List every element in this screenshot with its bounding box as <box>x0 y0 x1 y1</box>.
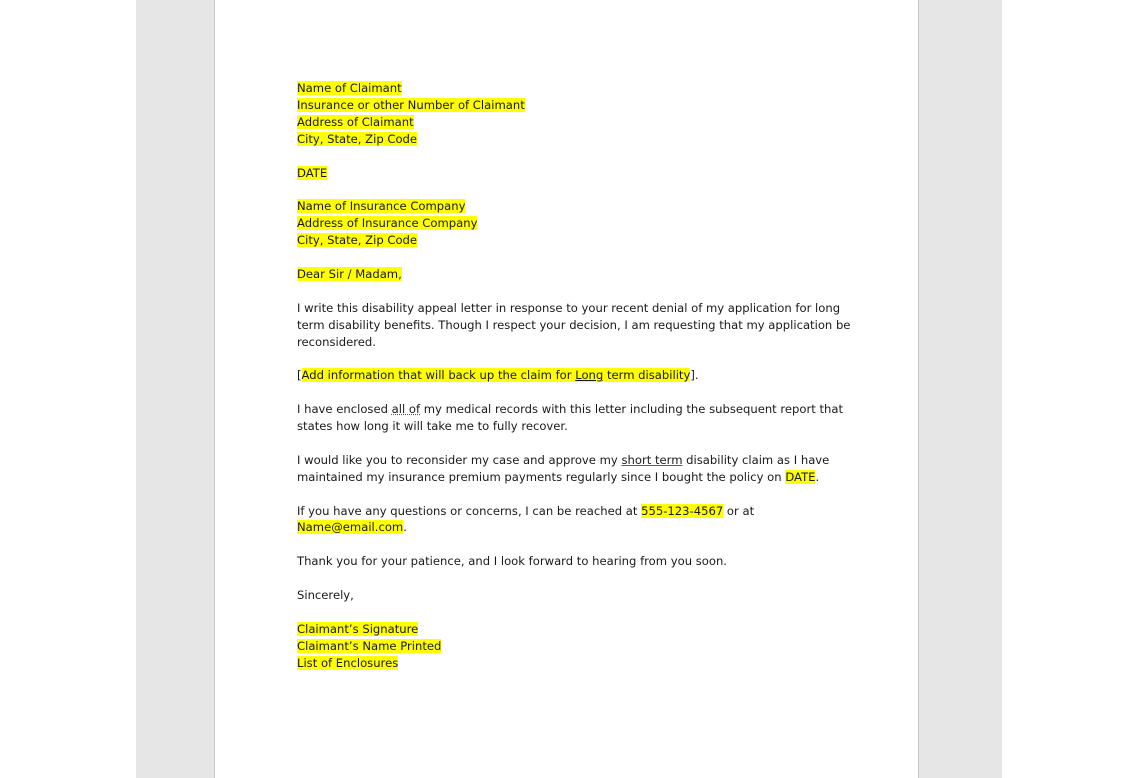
claimant-name-line <box>297 80 842 97</box>
paragraph-1-line-2: term disability benefits. Though I respect your decision, I am requesting that my application be <box>297 317 851 332</box>
letter-date: DATE <box>297 165 328 180</box>
placeholder-part-1: Add information that will back up the claim for <box>301 368 576 383</box>
claimant-address-line <box>297 114 842 131</box>
paragraph-5-text-2: or at <box>723 503 755 518</box>
document-page[interactable] <box>214 0 919 778</box>
letter-body[interactable] <box>297 80 851 672</box>
list-of-enclosures: List of Enclosures <box>297 655 399 670</box>
name-printed-line <box>297 638 842 655</box>
close-bracket: ]. <box>690 368 699 383</box>
paragraph-1-line-3: reconsidered. <box>297 334 376 349</box>
spacer <box>297 384 842 401</box>
paragraph-4-line-1 <box>297 452 842 469</box>
paragraph-4-text-2: disability claim as I have <box>682 452 830 467</box>
claimant-address: Address of Claimant <box>297 114 414 129</box>
spacer <box>297 283 842 300</box>
paragraph-3-line-1 <box>297 401 842 418</box>
claimant-city-line <box>297 131 842 148</box>
paragraph-5-line-1 <box>297 503 842 520</box>
paragraph-4-line-2 <box>297 469 842 486</box>
company-city: City, State, Zip Code <box>297 233 418 248</box>
closing: Sincerely, <box>297 588 354 603</box>
company-city-line <box>297 232 842 249</box>
company-name: Name of Insurance Company <box>297 199 466 214</box>
company-address: Address of Insurance Company <box>297 216 478 231</box>
phrase-short-term: short term <box>621 452 683 467</box>
company-name-line <box>297 198 842 215</box>
spacer <box>297 249 842 266</box>
policy-date: DATE <box>785 469 816 484</box>
claimant-number: Insurance or other Number of Claimant <box>297 97 525 112</box>
placeholder-part-2: term disability <box>603 368 691 383</box>
paragraph-4-text-3: maintained my insurance premium payments regularly since I bought the policy on <box>297 469 786 484</box>
spacer <box>297 570 842 587</box>
word-long: Long <box>575 368 604 383</box>
spacer <box>297 181 842 198</box>
claimant-signature: Claimant’s Signature <box>297 621 419 636</box>
spacer <box>297 435 842 452</box>
phone-number: 555-123-4567 <box>641 503 724 518</box>
spacer <box>297 148 842 165</box>
paragraph-1-line-1: I write this disability appeal letter in response to your recent denial of my application for long <box>297 300 841 315</box>
spacer <box>297 604 842 621</box>
spacer <box>297 486 842 503</box>
spacer <box>297 350 842 367</box>
date-line <box>297 165 842 182</box>
paragraph-5-line-2 <box>297 519 842 536</box>
email-address: Name@email.com <box>297 520 404 535</box>
paragraph-4-period: . <box>815 469 820 484</box>
company-address-line <box>297 215 842 232</box>
open-bracket: [ <box>297 368 302 383</box>
paragraph-5-text-1: If you have any questions or concerns, I can be reached at <box>297 503 642 518</box>
claimant-city: City, State, Zip Code <box>297 131 418 146</box>
paragraph-3-line-2: states how long it will take me to fully recover. <box>297 419 568 434</box>
paragraph-3-text-2: my medical records with this letter including the subsequent report that <box>420 402 844 417</box>
salutation: Dear Sir / Madam, <box>297 266 402 281</box>
paragraph-2 <box>297 367 842 384</box>
phrase-all-of: all of <box>391 402 421 417</box>
paragraph-6: Thank you for your patience, and I look forward to hearing from you soon. <box>297 554 727 569</box>
signature-line <box>297 621 842 638</box>
salutation-line <box>297 266 842 283</box>
paragraph-4-text-1: I would like you to reconsider my case and approve my <box>297 452 622 467</box>
paragraph-3-text-1: I have enclosed <box>297 402 392 417</box>
claimant-name: Name of Claimant <box>297 81 402 95</box>
claimant-number-line <box>297 97 842 114</box>
spacer <box>297 536 842 553</box>
enclosures-line <box>297 655 842 672</box>
claimant-name-printed: Claimant’s Name Printed <box>297 638 442 653</box>
paragraph-5-period: . <box>403 520 407 535</box>
